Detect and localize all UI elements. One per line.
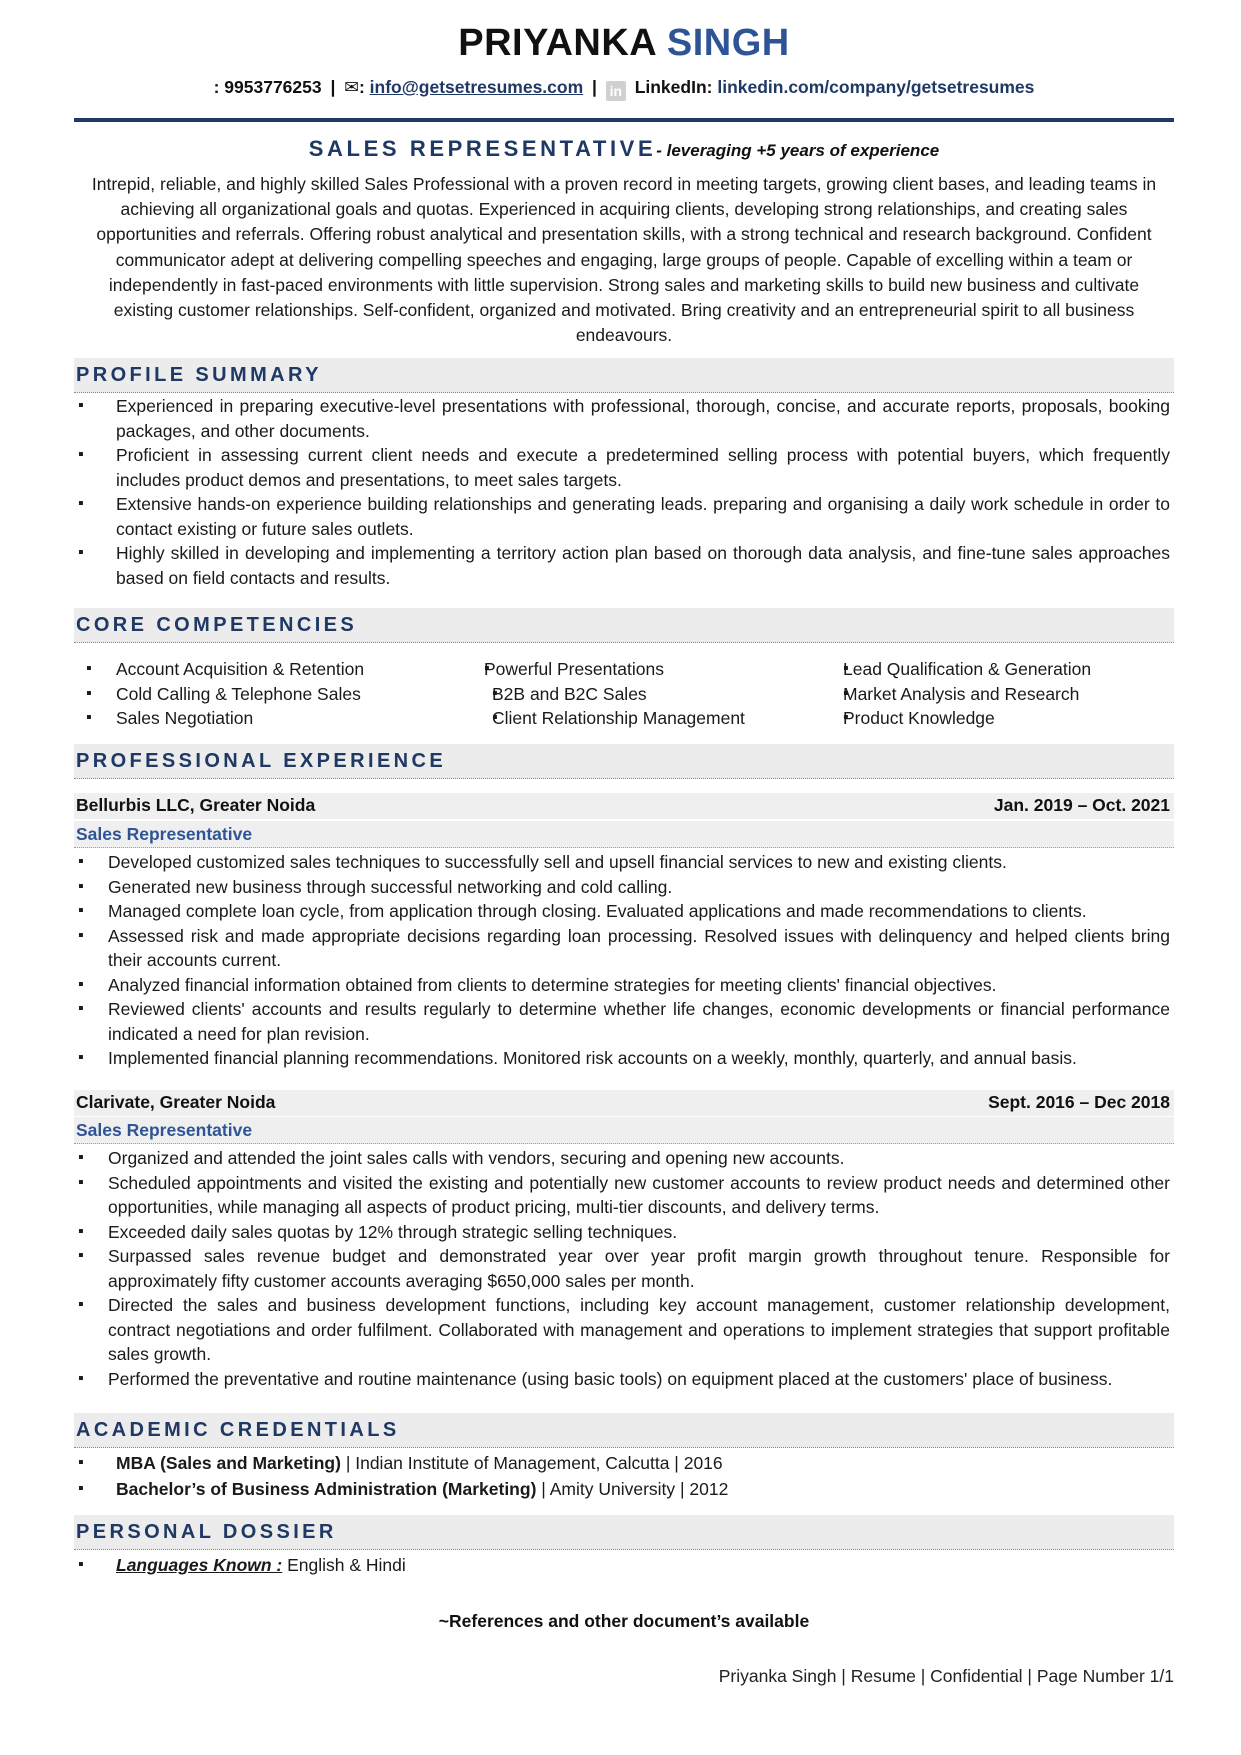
list-item: ▪ Extensive hands-on experience building relationships and generating leads. preparing and organising a daily work schedule in order to contact existing or future sales outlets. — [78, 492, 1170, 541]
email-colon: : — [358, 77, 365, 97]
intro-paragraph: Intrepid, reliable, and highly skilled Sales Professional with a proven record in meeting targets, growing client bases, and leading teams in achieving all organizational goals and quotas. Experienced in acquiring clients, developing strong relationships, and creating sales opportunities and referrals. Offering robust analytical and presentation skills, with a strong technical and research background. Confident communicator adept at delivering compelling speeches and engaging, large groups of people. Capable of excelling within a team or independently in fast-paced environments with little supervision. Strong sales and marketing skills to build new business and cultivate existing customer relationships. Self-confident, organized and motivated. Bring creativity and an entrepreneurial spirit to all business endeavours. — [91, 174, 1157, 346]
role-title: SALES REPRESENTATIVE — [308, 136, 657, 161]
separator: | — [330, 77, 336, 97]
list-item: ▪ Product Knowledge — [809, 706, 1169, 731]
job-header — [74, 793, 1174, 819]
job-dates: Jan. 2019 – Oct. 2021 — [993, 795, 1170, 815]
separator: | — [592, 77, 597, 97]
list-item: ▪ Analyzed financial information obtained from clients to determine strategies for meeting clients' financial objectives. — [78, 973, 1170, 998]
phone-number: 9953776253 — [224, 77, 322, 97]
job-bullets — [78, 850, 1170, 1071]
job-title-bar — [74, 1117, 1174, 1144]
education-list — [78, 1450, 1170, 1502]
job-title: Sales Representative — [76, 824, 253, 844]
candidate-name — [74, 22, 1174, 65]
section-title: PROFILE SUMMARY — [76, 364, 322, 386]
linkedin-link[interactable]: linkedin.com/company/getsetresumes — [717, 77, 1035, 97]
linkedin-icon: in — [606, 81, 626, 101]
list-item: ▪ Account Acquisition & Retention — [78, 657, 438, 682]
header-divider — [74, 118, 1174, 122]
list-item: ▪ Experienced in preparing executive-level presentations with professional, thorough, concise, and accurate reports, proposals, booking packages, and other documents. — [78, 394, 1170, 443]
institution: | Amity University | 2012 — [536, 1479, 729, 1499]
list-item: ▪ Proficient in assessing current client needs and execute a predetermined selling process with potential buyers, which frequently includes product demos and presentations, to meet sales targets. — [78, 443, 1170, 492]
degree: Bachelor’s of Business Administration (Marketing) — [116, 1479, 537, 1499]
job-header — [74, 1090, 1174, 1116]
section-title: CORE COMPETENCIES — [76, 614, 358, 636]
list-item: ▪ Performed the preventative and routine maintenance (using basic tools) on equipment placed at the customers' place of business. — [78, 1367, 1170, 1392]
email-link[interactable]: info@getsetresumes.com — [369, 77, 584, 97]
list-item — [78, 1476, 1170, 1502]
list-item — [78, 1553, 1170, 1578]
email-icon: ✉ — [344, 77, 359, 97]
phone-prefix: : — [213, 77, 220, 97]
languages-value: English & Hindi — [282, 1555, 406, 1575]
list-item: ▪ Lead Qualification & Generation — [809, 657, 1169, 682]
section-header-competencies — [74, 608, 1174, 643]
list-item: ▪ Scheduled appointments and visited the existing and potentially new customer accounts to review product needs and determined other opportunities, while managing all aspects of product pricing, multi-tier discounts, and delivery terms. — [78, 1171, 1170, 1220]
first-name: PRIYANKA — [458, 22, 656, 64]
list-item: ▪ Organized and attended the joint sales calls with vendors, securing and opening new accounts. — [78, 1146, 1170, 1171]
job-title-bar — [74, 821, 1174, 848]
degree: MBA (Sales and Marketing) — [116, 1453, 341, 1473]
list-item — [78, 1450, 1170, 1476]
list-item: ▪ Directed the sales and business development functions, including key account management, customer relationship development, contract negotiations and order fulfilment. Collaborated with management and operations to implement strategies that support profitable sales growth. — [78, 1293, 1170, 1367]
job-bullets — [78, 1146, 1170, 1391]
last-name: SINGH — [666, 22, 790, 64]
list-item: ▪ Developed customized sales techniques to successfully sell and upsell financial services to new and existing clients. — [78, 850, 1170, 875]
section-header-experience — [74, 744, 1174, 779]
job-dates: Sept. 2016 – Dec 2018 — [988, 1092, 1170, 1112]
profile-summary-list — [78, 394, 1170, 590]
list-item: ▪ Implemented financial planning recommendations. Monitored risk accounts on a weekly, monthly, quarterly, and annual basis. — [78, 1046, 1170, 1071]
company-name: Clarivate, Greater Noida — [76, 1092, 276, 1112]
page-footer: Priyanka Singh | Resume | Confidential | Page Number 1/1 — [718, 1666, 1174, 1686]
competencies-column-1 — [78, 657, 438, 731]
languages-label: Languages Known : — [116, 1555, 283, 1575]
list-item: ▪ Generated new business through successful networking and cold calling. — [78, 875, 1170, 900]
institution: | Indian Institute of Management, Calcutta | 2016 — [340, 1453, 723, 1473]
list-item: ▪ B2B and B2C Sales — [454, 682, 784, 707]
section-header-academic — [74, 1413, 1174, 1448]
role-tagline: - leveraging +5 years of experience — [656, 141, 940, 160]
list-item: ▪ Assessed risk and made appropriate decisions regarding loan processing. Resolved issues with delinquency and helped clients bring their accounts current. — [78, 924, 1170, 973]
section-header-dossier — [74, 1515, 1174, 1550]
section-title: ACADEMIC CREDENTIALS — [76, 1419, 400, 1441]
list-item: ▪ Managed complete loan cycle, from application through closing. Evaluated applications and made recommendations to clients. — [78, 899, 1170, 924]
company-name: Bellurbis LLC, Greater Noida — [76, 795, 316, 815]
list-item: ▪ Market Analysis and Research — [809, 682, 1169, 707]
list-item: ▪ Powerful Presentations — [454, 657, 784, 682]
section-title: PERSONAL DOSSIER — [76, 1521, 337, 1543]
job-title: Sales Representative — [76, 1120, 253, 1140]
list-item: ▪ Exceeded daily sales quotas by 12% through strategic selling techniques. — [78, 1220, 1170, 1245]
contact-line — [74, 77, 1174, 101]
references-note: ~References and other document’s available — [438, 1611, 810, 1631]
section-header-profile — [74, 358, 1174, 393]
list-item: ▪ Highly skilled in developing and implementing a territory action plan based on thorough data analysis, and fine-tune sales approaches based on field contacts and results. — [78, 541, 1170, 590]
headline — [74, 136, 1174, 162]
list-item: ▪ Client Relationship Management — [454, 706, 784, 731]
competencies-column-3 — [809, 657, 1169, 731]
section-title: PROFESSIONAL EXPERIENCE — [76, 750, 447, 772]
resume-page — [74, 0, 1174, 1755]
list-item: ▪ Sales Negotiation — [78, 706, 438, 731]
list-item: ▪ Surpassed sales revenue budget and demonstrated year over year profit margin growth throughout tenure. Responsible for approximately fifty customer accounts averaging $650,000 sales per month. — [78, 1244, 1170, 1293]
dossier-list — [78, 1553, 1170, 1578]
list-item: ▪ Cold Calling & Telephone Sales — [78, 682, 438, 707]
linkedin-label: LinkedIn: — [634, 77, 713, 97]
competencies-column-2 — [454, 657, 784, 731]
list-item: ▪ Reviewed clients' accounts and results regularly to determine whether life changes, economic developments or financial performance indicated a need for plan revision. — [78, 997, 1170, 1046]
